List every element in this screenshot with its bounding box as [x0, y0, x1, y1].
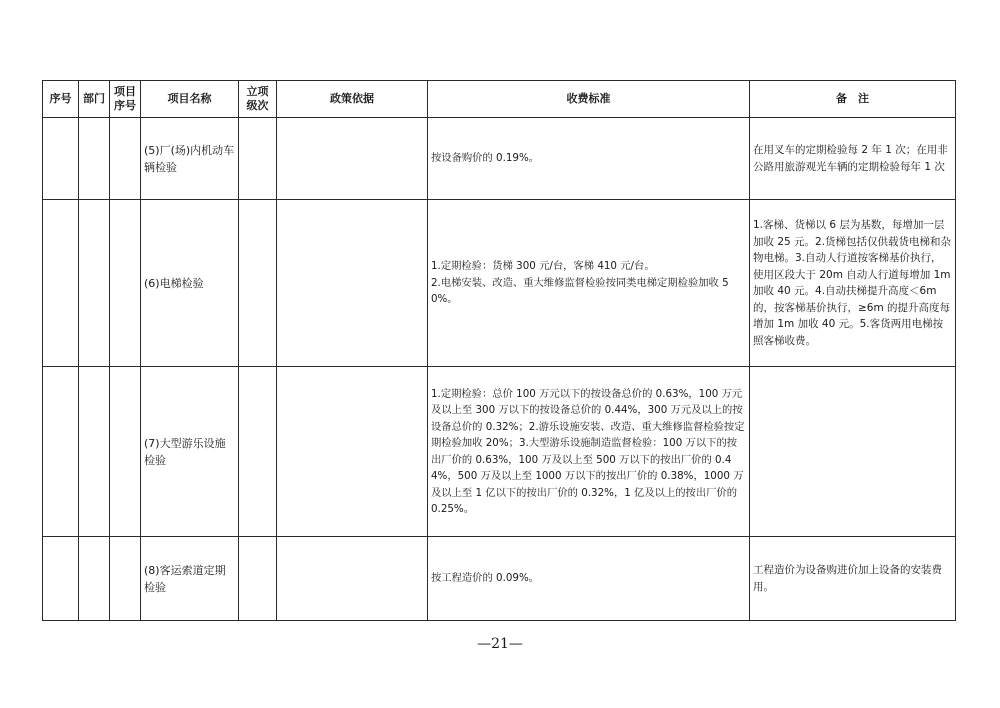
cell-seq — [43, 537, 79, 621]
cell-level — [239, 118, 277, 200]
cell-item-seq — [110, 367, 141, 537]
cell-seq — [43, 118, 79, 200]
cell-seq — [43, 367, 79, 537]
page-number: —21— — [477, 636, 523, 652]
cell-remark: 1.客梯、货梯以 6 层为基数，每增加一层加收 25 元。2.货梯包括仅供载货电梯和杂物电梯。3.自动人行道按客梯基价执行，使用区段大于 20m 自动人行道每增加 1m 加收 40 元。4.自动扶梯提升高度＜6m 的，按客梯基价执行，≥6m 的提升高度每增加 1m 加收 40 元。5.客货两用电梯按照客梯收费。 — [750, 200, 956, 367]
cell-level — [239, 200, 277, 367]
header-dept: 部门 — [79, 81, 110, 118]
cell-item-name: (7)大型游乐设施检验 — [141, 367, 239, 537]
cell-remark — [750, 367, 956, 537]
cell-level — [239, 537, 277, 621]
table-row — [43, 118, 956, 200]
header-level: 立项级次 — [239, 81, 277, 118]
header-seq: 序号 — [43, 81, 79, 118]
header-item-seq: 项目序号 — [110, 81, 141, 118]
cell-seq — [43, 200, 79, 367]
header-remark: 备 注 — [750, 81, 956, 118]
cell-standard: 1.定期检验：总价 100 万元以下的按设备总价的 0.63%，100 万元及以上至 300 万以下的按设备总价的 0.44%，300 万元及以上的按设备总价的 0.32%；2.游乐设施安装、改造、重大维修监督检验按定期检验加收 20%；3.大型游乐设施制造监督检验：100 万以下的按出厂价的 0.63%，100 万及以上至 500 万以下的按出厂价的 0.44%，500 万及以上至 1000 万以下的按出厂价的 0.38%，1000 万及以上至 1 亿以下的按出厂价的 0.32%，1 亿及以上的按出厂价的 0.25%。 — [428, 367, 750, 537]
cell-item-name: (6)电梯检验 — [141, 200, 239, 367]
cell-item-seq — [110, 200, 141, 367]
cell-standard: 1.定期检验：货梯 300 元/台，客梯 410 元/台。 2.电梯安装、改造、重大维修监督检验按同类电梯定期检验加收 50%。 — [428, 200, 750, 367]
cell-item-seq — [110, 118, 141, 200]
cell-level — [239, 367, 277, 537]
cell-policy — [277, 537, 428, 621]
cell-dept — [79, 537, 110, 621]
header-policy: 政策依据 — [277, 81, 428, 118]
table-header-row — [43, 81, 956, 118]
cell-item-name: (5)厂(场)内机动车辆检验 — [141, 118, 239, 200]
cell-dept — [79, 367, 110, 537]
cell-policy — [277, 118, 428, 200]
cell-dept — [79, 118, 110, 200]
header-item-name: 项目名称 — [141, 81, 239, 118]
header-standard: 收费标准 — [428, 81, 750, 118]
cell-item-seq — [110, 537, 141, 621]
table-row — [43, 200, 956, 367]
cell-standard: 按工程造价的 0.09%。 — [428, 537, 750, 621]
cell-policy — [277, 200, 428, 367]
table-row — [43, 367, 956, 537]
cell-policy — [277, 367, 428, 537]
cell-standard: 按设备购价的 0.19%。 — [428, 118, 750, 200]
cell-item-name: (8)客运索道定期检验 — [141, 537, 239, 621]
cell-dept — [79, 200, 110, 367]
fee-table — [42, 80, 956, 621]
cell-remark: 在用叉车的定期检验每 2 年 1 次；在用非公路用旅游观光车辆的定期检验每年 1 次 — [750, 118, 956, 200]
table-row — [43, 537, 956, 621]
cell-remark: 工程造价为设备购进价加上设备的安装费用。 — [750, 537, 956, 621]
